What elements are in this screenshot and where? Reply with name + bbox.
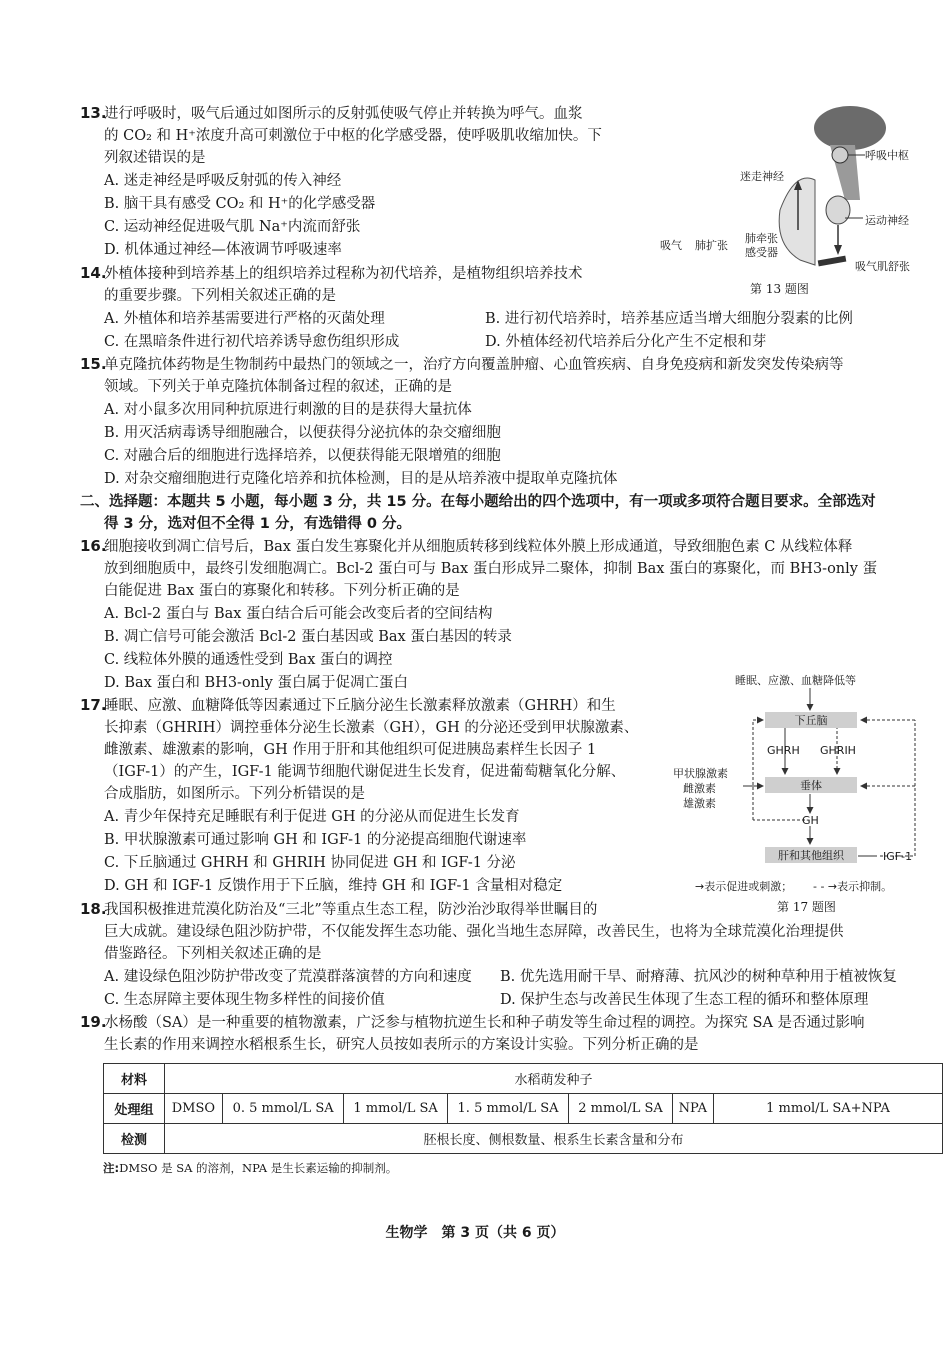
- fig17-androgen: 雄激素: [683, 797, 716, 810]
- q16-option-c: C. 线粒体外膜的通透性受到 Bax 蛋白的调控: [104, 652, 393, 668]
- q14-stem-line: 的重要步骤。下列相关叙述正确的是: [104, 288, 336, 304]
- table-cell-group: 0. 5 mmol/L SA: [222, 1094, 344, 1124]
- q16-stem-line: 白能促进 Bax 蛋白的寡聚化和转移。下列分析正确的是: [104, 583, 460, 599]
- q14-option-d: D. 外植体经初代培养后分化产生不定根和芽: [485, 334, 767, 350]
- fig17-ghrih: GHRIH: [820, 744, 856, 757]
- table-cell-material: 水稻萌发种子: [165, 1064, 943, 1094]
- q15-option-c: C. 对融合后的细胞进行选择培养，以便获得能无限增殖的细胞: [104, 448, 501, 464]
- table-header-detect: 检测: [104, 1124, 165, 1154]
- q15-stem-line: 领域。下列关于单克隆抗体制备过程的叙述，正确的是: [104, 379, 452, 395]
- q18-number: 18.: [80, 900, 107, 918]
- q17-option-a: A. 青少年保持充足睡眠有利于促进 GH 的分泌从而促进生长发育: [104, 809, 520, 825]
- label-stretch: 肺牵张: [745, 232, 778, 245]
- q19-stem-line: 生长素的作用来调控水稻根系生长，研究人员按如表所示的方案设计实验。下列分析正确的是: [104, 1037, 699, 1053]
- q16-option-a: A. Bcl-2 蛋白与 Bax 蛋白结合后可能会改变后者的空间结构: [104, 606, 493, 622]
- q16-option-b: B. 凋亡信号可能会激活 Bcl-2 蛋白基因或 Bax 蛋白基因的转录: [104, 629, 512, 645]
- fig17-stimuli: 睡眠、应激、血糖降低等: [735, 674, 856, 687]
- q13-option-c: C. 运动神经促进吸气肌 Na⁺内流而舒张: [104, 219, 361, 235]
- fig17-hypothalamus-box: 下丘脑: [765, 712, 857, 728]
- table-cell-group: 1 mmol/L SA: [344, 1094, 447, 1124]
- q18-stem-line: 借鉴路径。下列相关叙述正确的是: [104, 946, 322, 962]
- q17-option-d: D. GH 和 IGF-1 反馈作用于下丘脑，维持 GH 和 IGF-1 含量相对稳定: [104, 878, 563, 894]
- q19-stem-line: 水杨酸（SA）是一种重要的植物激素，广泛参与植物抗逆生长和种子萌发等生命过程的调控。为探究 SA 是否通过影响: [104, 1015, 865, 1031]
- q13-option-b: B. 脑干具有感受 CO₂ 和 H⁺的化学感受器: [104, 196, 376, 212]
- q13-number: 13.: [80, 104, 107, 122]
- table-row: [104, 1124, 943, 1154]
- q13-option-d: D. 机体通过神经—体液调节呼吸速率: [104, 242, 342, 258]
- q15-number: 15.: [80, 355, 107, 373]
- q16-number: 16.: [80, 537, 107, 555]
- spinal-cord-shape: [826, 196, 850, 224]
- label-inhale: 吸气: [660, 239, 682, 252]
- muscle-shape: [818, 256, 847, 267]
- q15-option-a: A. 对小鼠多次用同种抗原进行刺激的目的是获得大量抗体: [104, 402, 472, 418]
- label-motor-nerve: 运动神经: [865, 214, 909, 227]
- q14-stem-line: 外植体接种到培养基上的组织培养过程称为初代培养，是植物组织培养技术: [104, 266, 583, 282]
- table-row: [104, 1064, 943, 1094]
- table-cell-group: NPA: [672, 1094, 713, 1124]
- q13-figure: [655, 100, 925, 300]
- q16-stem-line: 细胞接收到凋亡信号后，Bax 蛋白发生寡聚化并从细胞质转移到线粒体外膜上形成通道，导致细胞色素 C 从线粒体释: [104, 539, 853, 555]
- table-cell-group: DMSO: [165, 1094, 223, 1124]
- q14-number: 14.: [80, 264, 107, 282]
- fig17-thyroid-hormone: 甲状腺激素: [673, 767, 728, 780]
- q15-option-b: B. 用灭活病毒诱导细胞融合，以便获得分泌抗体的杂交瘤细胞: [104, 425, 501, 441]
- fig17-legend-inhibit: - - →表示抑制。: [813, 880, 893, 893]
- q14-option-c: C. 在黑暗条件进行初代培养诱导愈伤组织形成: [104, 334, 400, 350]
- q18-option-b: B. 优先选用耐干旱、耐瘠薄、抗风沙的树种草种用于植被恢复: [500, 969, 897, 985]
- q13-option-a: A. 迷走神经是呼吸反射弧的传入神经: [104, 173, 342, 189]
- fig17-ghrh: GHRH: [767, 744, 800, 757]
- q17-stem-line: 合成脂肪，如图所示。下列分析错误的是: [104, 786, 365, 802]
- table-cell-detect: 胚根长度、侧根数量、根系生长素含量和分布: [165, 1124, 943, 1154]
- section-2-heading: 二、选择题：本题共 5 小题，每小题 3 分，共 15 分。在每小题给出的四个选项中，有一项或多项符合题目要求。全部选对: [80, 494, 876, 510]
- q14-option-a: A. 外植体和培养基需要进行严格的灭菌处理: [104, 311, 385, 327]
- q17-stem-line: （IGF-1）的产生，IGF-1 能调节细胞代谢促进生长发育，促进葡萄糖氧化分解、: [104, 764, 626, 780]
- brain-shape: [814, 106, 886, 150]
- fig17-pituitary-box: 垂体: [765, 777, 857, 793]
- q17-number: 17.: [80, 696, 107, 714]
- q17-stem-line: 长抑素（GHRIH）调控垂体分泌生长激素（GH），GH 的分泌还受到甲状腺激素、: [104, 720, 639, 736]
- q18-option-d: D. 保护生态与改善民生体现了生态工程的循环和整体原理: [500, 992, 869, 1008]
- page-footer: 生物学 第 3 页（共 6 页）: [385, 1225, 565, 1241]
- fig17-liver-box: 肝和其他组织: [765, 847, 857, 863]
- q18-stem-line: 我国积极推进荒漠化防治及“三北”等重点生态工程，防沙治沙取得举世瞩目的: [104, 902, 598, 918]
- fig17-estrogen: 雌激素: [683, 782, 716, 795]
- fig17-legend-promote: →表示促进或刺激；: [695, 880, 793, 893]
- q18-stem-line: 巨大成就。建设绿色阻沙防护带，不仅能发挥生态功能、强化当地生态屏障，改善民生，也将为全球荒漠化治理提供: [104, 924, 844, 940]
- label-receptor: 感受器: [745, 246, 778, 259]
- q16-option-d: D. Bax 蛋白和 BH3-only 蛋白属于促凋亡蛋白: [104, 675, 408, 691]
- table-row: [104, 1094, 943, 1124]
- label-vagus-nerve: 迷走神经: [740, 170, 784, 183]
- q17-stem-line: 雌激素、雄激素的影响，GH 作用于肝和其他组织可促进胰岛素样生长因子 1: [104, 742, 597, 758]
- q13-stem-line: 进行呼吸时，吸气后通过如图所示的反射弧使吸气停止并转换为呼气。血浆: [104, 106, 583, 122]
- q17-stem-line: 睡眠、应激、血糖降低等因素通过下丘脑分泌生长激素释放激素（GHRH）和生: [104, 698, 616, 714]
- section-2-heading-cont: 得 3 分，选对但不全得 1 分，有选错得 0 分。: [104, 516, 412, 532]
- q18-option-a: A. 建设绿色阻沙防护带改变了荒漠群落演替的方向和速度: [104, 969, 472, 985]
- table-cell-group: 1. 5 mmol/L SA: [447, 1094, 569, 1124]
- table-cell-group: 2 mmol/L SA: [569, 1094, 672, 1124]
- lung-shape: [779, 178, 815, 265]
- q17-option-b: B. 甲状腺激素可通过影响 GH 和 IGF-1 的分泌提高细胞代谢速率: [104, 832, 527, 848]
- q17-option-c: C. 下丘脑通过 GHRH 和 GHRIH 协同促进 GH 和 IGF-1 分泌: [104, 855, 516, 871]
- q15-option-d: D. 对杂交瘤细胞进行克隆化培养和抗体检测，目的是从培养液中提取单克隆抗体: [104, 471, 618, 487]
- q19-note: [103, 1160, 397, 1176]
- q19-experiment-table: [103, 1063, 943, 1154]
- fig17-gh: GH: [802, 814, 819, 827]
- table-cell-group: 1 mmol/L SA+NPA: [714, 1094, 943, 1124]
- q17-figure-caption: 第 17 题图: [777, 900, 836, 914]
- note-text: DMSO 是 SA 的溶剂，NPA 是生长素运输的抑制剂。: [119, 1161, 398, 1175]
- fig17-igf1: IGF-1: [883, 850, 913, 863]
- q19-number: 19.: [80, 1013, 107, 1031]
- q13-figure-caption: 第 13 题图: [750, 282, 809, 296]
- q16-stem-line: 放到细胞质中，最终引发细胞凋亡。Bcl-2 蛋白可与 Bax 蛋白形成异二聚体，抑制 Bax 蛋白的寡聚化，而 BH3-only 蛋: [104, 561, 878, 577]
- q15-stem-line: 单克隆抗体药物是生物制药中最热门的领域之一，治疗方向覆盖肿瘤、心血管疾病、自身免疫病和新发突发传染病等: [104, 357, 844, 373]
- q13-stem-line: 的 CO₂ 和 H⁺浓度升高可刺激位于中枢的化学感受器，使呼吸肌收缩加快。下: [104, 128, 602, 144]
- q14-option-b: B. 进行初代培养时，培养基应适当增大细胞分裂素的比例: [485, 311, 853, 327]
- label-muscle-relax: 吸气肌舒张: [855, 260, 910, 273]
- q18-option-c: C. 生态屏障主要体现生物多样性的间接价值: [104, 992, 385, 1008]
- respiratory-center-shape: [832, 147, 848, 163]
- table-header-group: 处理组: [104, 1094, 165, 1124]
- label-respiratory-center: 呼吸中枢: [865, 149, 909, 162]
- note-label: 注:: [103, 1161, 120, 1175]
- q17-figure: [665, 668, 935, 918]
- label-lung-expand: 肺扩张: [695, 239, 728, 252]
- q13-stem-line: 列叙述错误的是: [104, 150, 206, 166]
- table-header-material: 材料: [104, 1064, 165, 1094]
